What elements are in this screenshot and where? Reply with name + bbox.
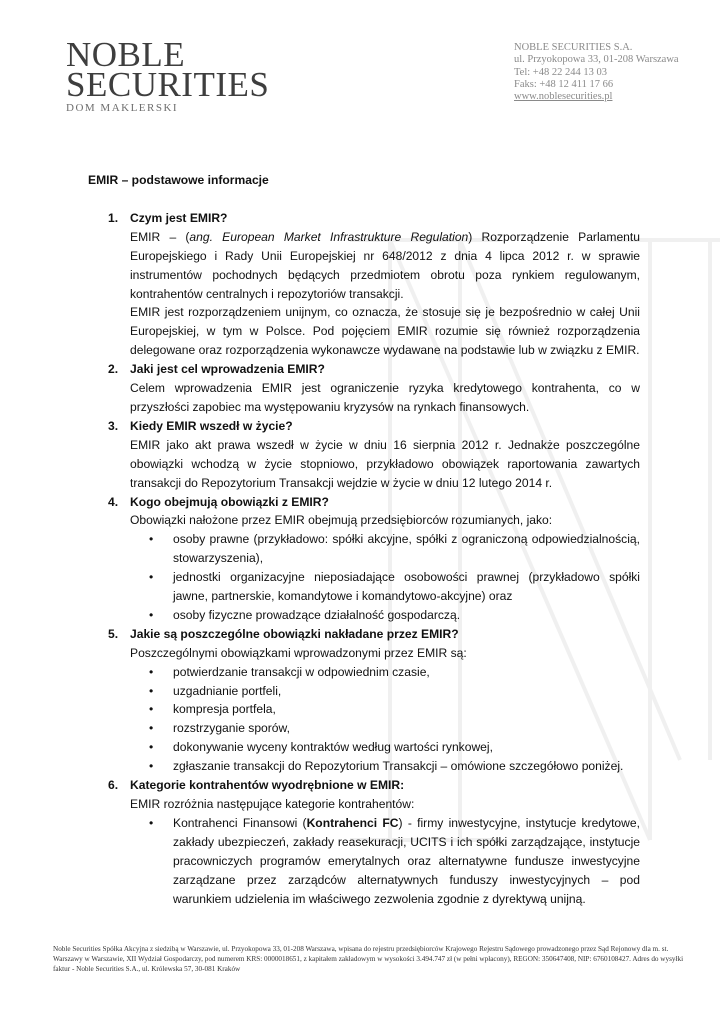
address-company-name: NOBLE SECURITIES S.A. (514, 42, 633, 53)
list-item-text: ) - firmy inwestycyjne, instytucje kredytowe, zakłady ubezpieczeń, zakłady reasekuracji, UCITS i ich spółki zarządzające, instytucje pracowniczych programów emerytalnych oraz alternatywne fundusze inwestycyjne zarządzane przez zarządców alternatywnych funduszy inwestycyjnych – pod warunkiem udzielenia im właściwego zezwolenia zgodnie z dyrektywą unijną. (173, 815, 640, 906)
section-number: 3. (108, 418, 119, 433)
section-paragraph: EMIR rozróżnia następujące kategorie kontrahentów: (130, 797, 415, 811)
list-item (88, 682, 640, 701)
section-number: 6. (108, 778, 119, 793)
bullet-icon: • (149, 702, 154, 717)
logo-line-noble: NOBLE (66, 35, 186, 74)
list-item (88, 814, 640, 909)
list-item (88, 606, 640, 625)
section-heading: Kogo obejmują obowiązki z EMIR? (130, 494, 329, 509)
address-fax: Faks: +48 12 411 17 66 (514, 78, 614, 90)
list-item (88, 663, 640, 682)
section-paragraph: EMIR jest rozporządzeniem unijnym, co oznacza, że stosuje się je bezpośrednio w całej Unii Europejskiej, w tym w Polsce. Pod pojęciem EMIR rozumie się również rozporządzenia delegowane oraz rozporządzenia wykonawcze wydawane na podstawie lub w związku z EMIR. (130, 305, 640, 358)
list-item-text: osoby fizyczne prowadzące działalność gospodarczą. (173, 607, 461, 622)
logo-line-securities: SECURITIES (66, 65, 270, 104)
section-number: 5. (108, 626, 119, 641)
bullet-list (88, 530, 640, 625)
section-paragraph: Celem wprowadzenia EMIR jest ograniczenie ryzyka kredytowego kontrahenta, co w przyszłości zapobiec ma występowaniu kryzysów na rynkach finansowych. (130, 381, 640, 414)
section-paragraph: Poszczególnymi obowiązkami wprowadzonymi przez EMIR są: (130, 645, 467, 660)
list-item-text: rozstrzyganie sporów, (173, 721, 290, 736)
document-title: EMIR – podstawowe informacje (88, 173, 269, 187)
section-list (88, 209, 640, 909)
section-number: 2. (108, 362, 119, 377)
section-paragraph: EMIR jako akt prawa wszedł w życie w dniu 16 sierpnia 2012 r. Jednakże poszczególne obowiązki wchodzą w życie stopniowo, przykładowo obowiązek raportowania zawartych transakcji do Repozytorium Transakcji wejdzie w życie w dniu 12 lutego 2014 r. (130, 437, 640, 490)
section-paragraph (130, 228, 640, 304)
list-item (88, 738, 640, 757)
bullet-list (88, 814, 640, 909)
list-item-text: uzgadnianie portfeli, (173, 683, 282, 698)
address-phone: Tel: +48 22 244 13 03 (514, 66, 607, 78)
bullet-icon: • (149, 532, 154, 547)
list-item (88, 530, 640, 568)
bullet-icon: • (149, 664, 154, 679)
section-heading: Kiedy EMIR wszedł w życie? (130, 418, 293, 433)
bullet-icon: • (149, 815, 154, 830)
paragraph-text: ) Rozporządzenie Parlamentu Europejskiego i Rady Unii Europejskiej nr 648/2012 z dnia 4 lipca 2012 r. w sprawie instrumentów pochodnych będących przedmiotem obrotu poza rynkiem regulowanym, kontrahentów centralnych i repozytoriów transakcji. (130, 229, 640, 301)
bullet-icon: • (149, 721, 154, 736)
section-2 (88, 360, 640, 417)
paragraph-italic-text: ang. European Market Infrastrukture Regulation (189, 229, 469, 244)
section-heading: Kategorie kontrahentów wyodrębnione w EMIR: (130, 778, 405, 793)
section-heading: Jakie są poszczególne obowiązki nakładane przez EMIR? (130, 626, 459, 641)
section-4 (88, 493, 640, 625)
list-item-text: zgłaszanie transakcji do Repozytorium Transakcji – omówione szczegółowo poniżej. (173, 759, 624, 774)
list-item-text: dokonywanie wyceny kontraktów według wartości rynkowej, (173, 740, 493, 755)
list-item (88, 719, 640, 738)
address-street: ul. Przyokopowa 33, 01-208 Warszawa (514, 54, 679, 66)
section-6 (88, 776, 640, 908)
list-item-text: jednostki organizacyjne nieposiadające osobowości prawnej (przykładowo spółki jawne, partnerskie, komandytowe i komandytowo-akcyjne) oraz (173, 570, 640, 604)
list-item (88, 568, 640, 606)
company-address (514, 42, 714, 103)
company-logo (66, 35, 286, 120)
page-footer: Noble Securities Spółka Akcyjna z siedzibą w Warszawie, ul. Przyokopowa 33, 01-208 Warszawa, wpisana do rejestru przedsiębiorców Krajowego Rejestru Sądowego prowadzonego przez Sąd Rejonowy dla m. st. Warszawy w Warszawie, XII Wydział Gospodarczy, pod numerem KRS: 0000018651, z kapitałem zakładowym w wysokości 3.494.747 zł (w pełni wpłacony), REGON: 350647408, NIP: 6760108427. Adres do wysyłki faktur - Noble Securities S.A., ul. Królewska 57, 30-081 Kraków (53, 945, 684, 973)
section-paragraph: Obowiązki nałożone przez EMIR obejmują przedsiębiorców rozumianych, jako: (130, 513, 553, 528)
bullet-list (88, 663, 640, 776)
list-item-text: osoby prawne (przykładowo: spółki akcyjne, spółki z ograniczoną odpowiedzialnością, stowarzyszenia), (173, 532, 640, 566)
list-item-text: kompresja portfela, (173, 702, 276, 717)
document-body (88, 171, 640, 908)
section-number: 1. (108, 210, 119, 225)
section-1 (88, 209, 640, 360)
bullet-icon: • (149, 759, 154, 774)
list-item (88, 757, 640, 776)
bullet-icon: • (149, 570, 154, 585)
list-item-text: Kontrahenci Finansowi ( (173, 815, 307, 830)
section-heading: Czym jest EMIR? (130, 210, 228, 225)
logo-line-dom-maklerski: DOM MAKLERSKI (66, 102, 179, 114)
bullet-icon: • (149, 740, 154, 755)
paragraph-text: EMIR – ( (130, 229, 190, 244)
list-item-bold-text: Kontrahenci FC (306, 815, 399, 830)
bullet-icon: • (149, 607, 154, 622)
section-heading: Jaki jest cel wprowadzenia EMIR? (130, 362, 325, 377)
list-item-text: potwierdzanie transakcji w odpowiednim czasie, (173, 664, 430, 679)
section-number: 4. (108, 494, 119, 509)
list-item (88, 700, 640, 719)
bullet-icon: • (149, 683, 154, 698)
section-3 (88, 417, 640, 493)
section-5 (88, 625, 640, 776)
address-website-link[interactable]: www.noblesecurities.pl (514, 91, 613, 103)
